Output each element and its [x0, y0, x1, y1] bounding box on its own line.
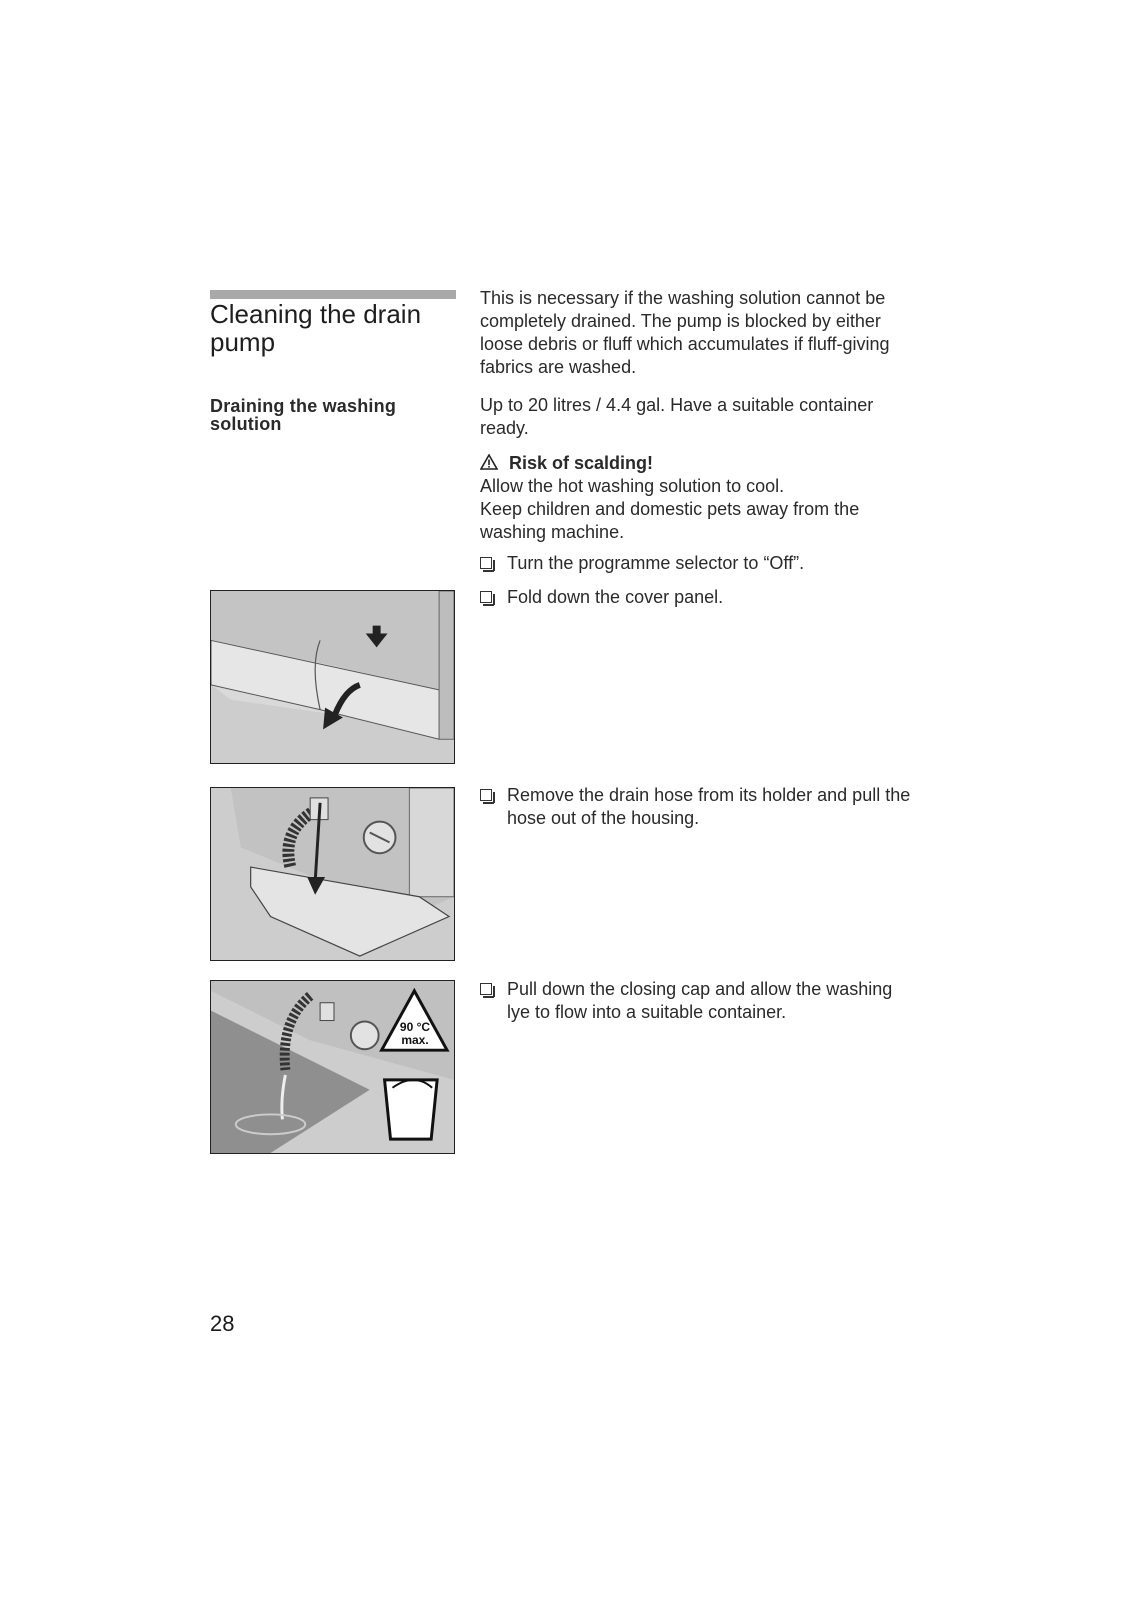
section-subtitle: Draining the washing solution — [210, 396, 397, 434]
warning-title: Risk of scalding! — [509, 453, 654, 473]
checkbox-icon — [480, 983, 492, 995]
step-2: Fold down the cover panel. — [480, 586, 920, 609]
checkbox-icon — [480, 591, 492, 603]
warning-triangle-icon — [480, 453, 509, 473]
figure-fold-cover-panel — [210, 590, 455, 764]
warning-line-1: Allow the hot washing solution to cool. — [480, 476, 785, 496]
checkbox-icon — [480, 789, 492, 801]
checkbox-icon — [480, 557, 492, 569]
warning-line-2: Keep children and domestic pets away from the washing machine. — [480, 499, 860, 542]
temperature-max-label: max. — [401, 1033, 429, 1047]
temperature-label: 90 °C — [399, 1020, 431, 1034]
intro-paragraph: This is necessary if the washing solution cannot be completely drained. The pump is blocked by either loose debris or fluff which accumulates if fluff-giving fabrics are washed. — [480, 288, 890, 377]
page-number: 28 — [210, 1311, 235, 1336]
step-4: Pull down the closing cap and allow the washing lye to flow into a suitable container. — [480, 978, 920, 1024]
figure-remove-drain-hose — [210, 787, 455, 961]
figure-drain-into-container — [210, 980, 455, 1154]
section-title: Cleaning the drain pump — [210, 299, 422, 357]
step-3: Remove the drain hose from its holder and pull the hose out of the housing. — [480, 784, 920, 830]
section-rule — [210, 290, 456, 299]
warning-block — [480, 452, 920, 544]
step-1: Turn the programme selector to “Off”. — [480, 552, 920, 575]
volume-note: Up to 20 litres / 4.4 gal. Have a suitable container ready. — [480, 395, 874, 438]
